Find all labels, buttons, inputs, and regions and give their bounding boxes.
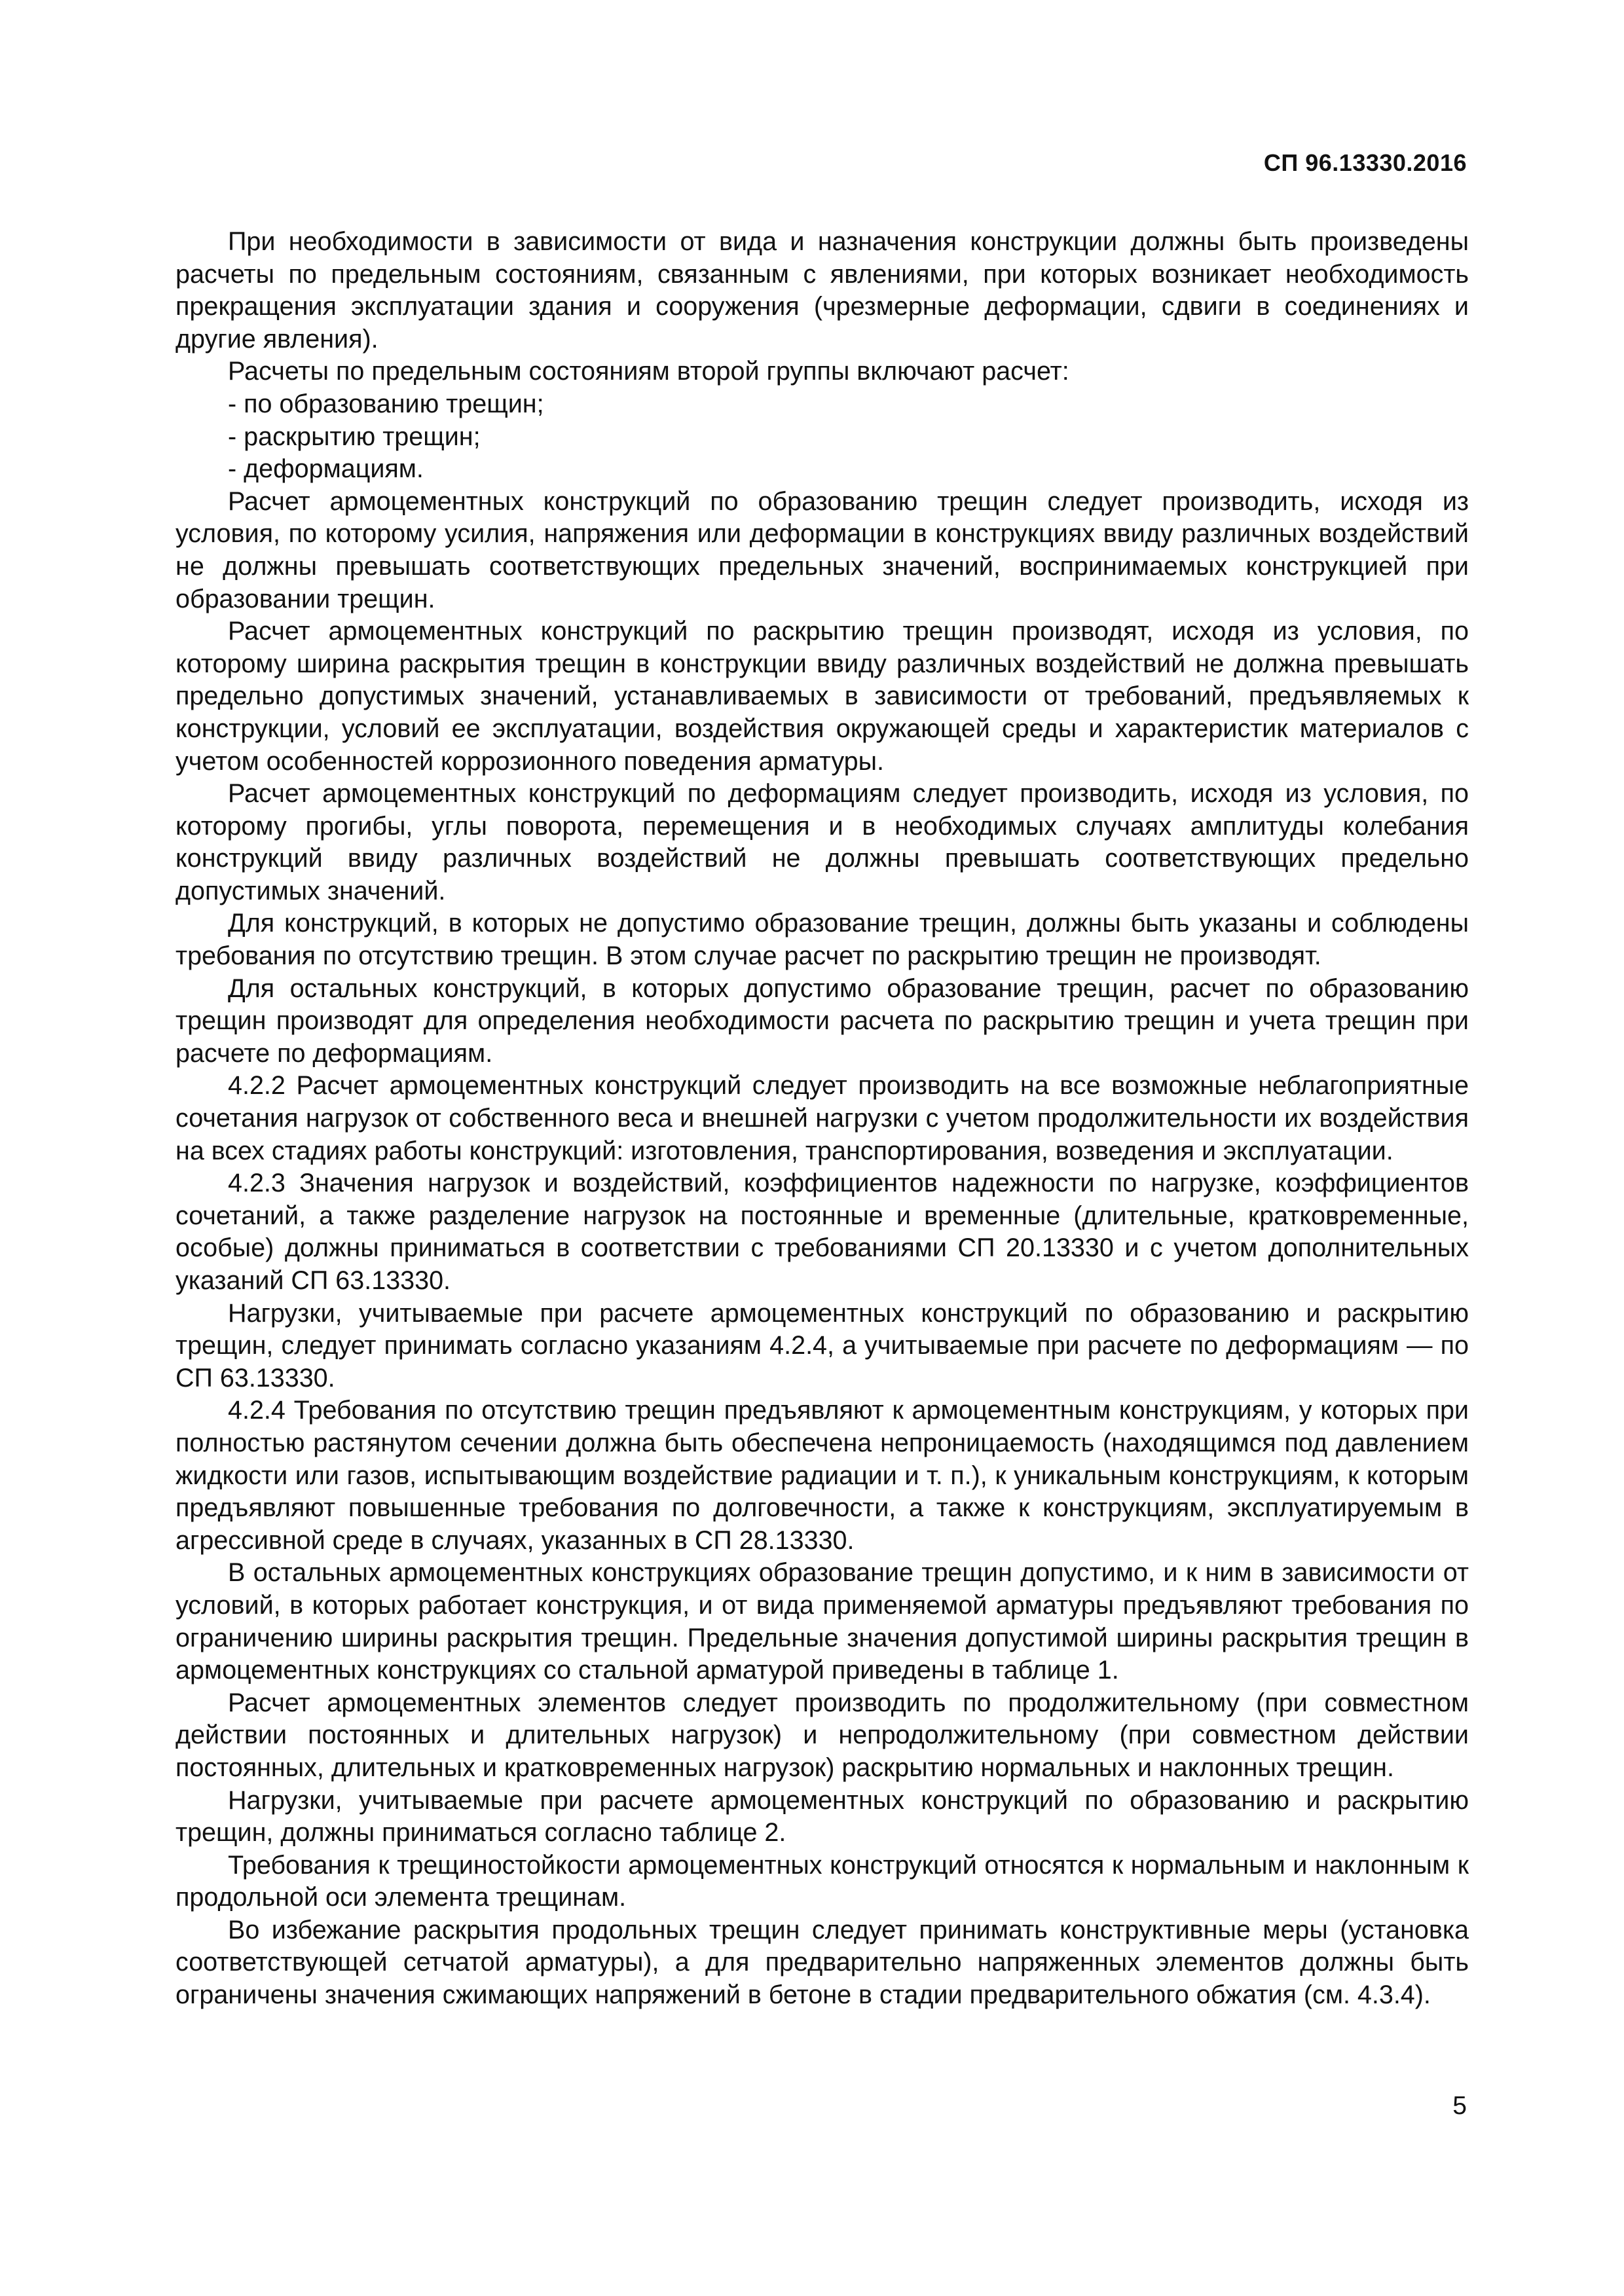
- paragraph: Для конструкций, в которых не допустимо образование трещин, должны быть указаны и соблюдены требования по отсутствию трещин. В этом случае расчет по раскрытию трещин не производят.: [175, 909, 1469, 971]
- paragraph: Расчет армоцементных конструкций по образованию трещин следует производить, исходя из условия, по которому усилия, напряжения или деформации в конструкциях ввиду различных воздействий не должны превышать соответствующих предельных значений, воспринимаемых конструкцией при образовании трещин.: [175, 486, 1469, 613]
- list-item: - по образованию трещин;: [228, 389, 544, 418]
- paragraph: Для остальных конструкций, в которых допустимо образование трещин, расчет по образованию трещин производят для определения необходимости расчета по раскрытию трещин и учета трещин при расчете по деформациям.: [175, 974, 1469, 1068]
- paragraph: Расчет армоцементных элементов следует производить по продолжительному (при совместном действии постоянных и длительных нагрузок) и непродолжительному (при совместном действии постоянных, длительных и кратковременных нагрузок) раскрытию нормальных и наклонных трещин.: [175, 1688, 1469, 1782]
- paragraph: Нагрузки, учитываемые при расчете армоцементных конструкций по образованию и раскрытию трещин, должны приниматься согласно таблице 2.: [175, 1785, 1469, 1848]
- paragraph: Расчеты по предельным состояниям второй группы включают расчет:: [228, 357, 1069, 386]
- document-code: СП 96.13330.2016: [1263, 149, 1467, 176]
- paragraph: Требования к трещиностойкости армоцементных конструкций относятся к нормальным и наклонным к продольной оси элемента трещинам.: [175, 1850, 1469, 1912]
- list-item: - деформациям.: [228, 454, 424, 484]
- paragraph: В остальных армоцементных конструкциях образование трещин допустимо, и к ним в зависимости от условий, в которых работает конструкция, и от вида применяемой арматуры предъявляют требования по ограничению ширины раскрытия трещин. Предельные значения допустимой ширины раскрытия трещин в армоцементных конструкциях со стальной арматурой приведены в таблице 1.: [175, 1558, 1469, 1685]
- paragraph: 4.2.4 Требования по отсутствию трещин предъявляют к армоцементным конструкциям, у которых при полностью растянутом сечении должна быть обеспечена непроницаемость (находящимся под давлением жидкости или газов, испытывающим воздействие радиации и т. п.), к уникальным конструкциям, к которым предъявляют повышенные требования по долговечности, а также к конструкциям, эксплуатируемым в агрессивной среде в случаях, указанных в СП 28.13330.: [175, 1396, 1469, 1555]
- paragraph: Расчет армоцементных конструкций по раскрытию трещин производят, исходя из условия, по которому ширина раскрытия трещин в конструкции ввиду различных воздействий не должна превышать предельно допустимых значений, устанавливаемых в зависимости от требований, предъявляемых к конструкции, условий ее эксплуатации, воздействия окружающей среды и характеристик материалов с учетом особенностей коррозионного поведения арматуры.: [175, 617, 1469, 776]
- body-text: [175, 226, 1469, 2012]
- list-item: - раскрытию трещин;: [228, 422, 481, 451]
- paragraph: При необходимости в зависимости от вида и назначения конструкции должны быть произведены расчеты по предельным состояниям, связанным с явлениями, при которых возникает необходимость прекращения эксплуатации здания и сооружения (чрезмерные деформации, сдвиги в соединениях и другие явления).: [175, 227, 1469, 354]
- paragraph: Во избежание раскрытия продольных трещин следует принимать конструктивные меры (установка соответствующей сетчатой арматуры), а для предварительно напряженных элементов должны быть ограничены значения сжимающих напряжений в бетоне в стадии предварительного обжатия (см. 4.3.4).: [175, 1915, 1469, 2010]
- page-number: 5: [1452, 2092, 1467, 2120]
- paragraph: Расчет армоцементных конструкций по деформациям следует производить, исходя из условия, по которому прогибы, углы поворота, перемещения и в необходимых случаях амплитуды колебания конструкций ввиду различных воздействий не должны превышать соответствующих предельно допустимых значений.: [175, 779, 1469, 905]
- paragraph: 4.2.3 Значения нагрузок и воздействий, коэффициентов надежности по нагрузке, коэффициентов сочетаний, а также разделение нагрузок на постоянные и временные (длительные, кратковременные, особые) должны приниматься в соответствии с требованиями СП 20.13330 и с учетом дополнительных указаний СП 63.13330.: [175, 1169, 1469, 1295]
- paragraph: Нагрузки, учитываемые при расчете армоцементных конструкций по образованию и раскрытию трещин, следует принимать согласно указаниям 4.2.4, а учитываемые при расчете по деформациям — по СП 63.13330.: [175, 1298, 1469, 1393]
- paragraph: 4.2.2 Расчет армоцементных конструкций следует производить на все возможные неблагоприятные сочетания нагрузок от собственного веса и внешней нагрузки с учетом продолжительности их воздействия на всех стадиях работы конструкций: изготовления, транспортирования, возведения и эксплуатации.: [175, 1071, 1469, 1165]
